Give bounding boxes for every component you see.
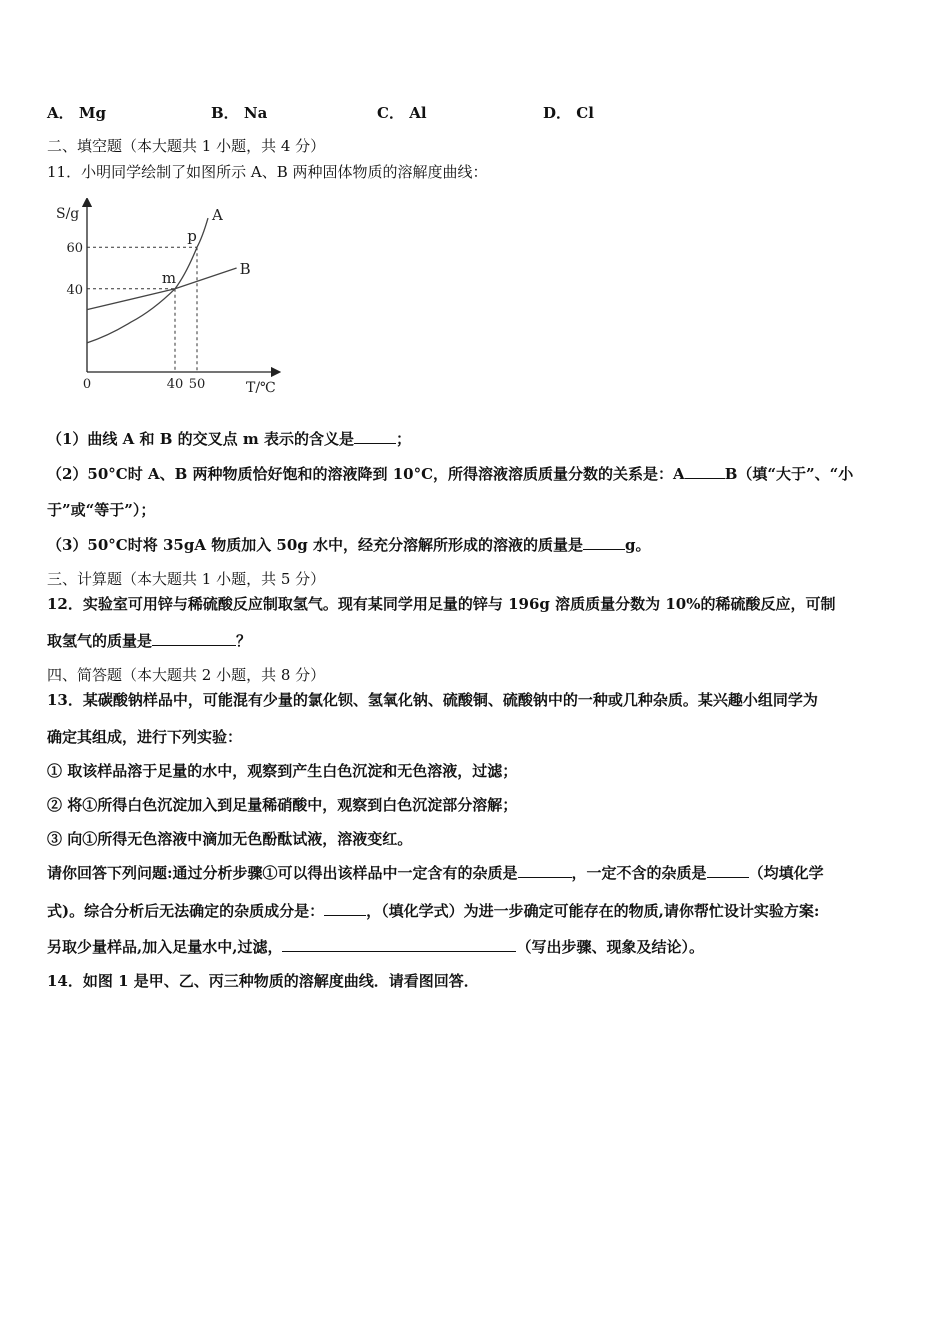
section-3-heading: 三、计算题（本大题共 1 小题，共 5 分） — [47, 570, 326, 588]
option-c: C． Al — [377, 104, 427, 122]
experiment-step-1: ① 取该样品溶于足量的水中，观察到产生白色沉淀和无色溶液，过滤； — [47, 762, 518, 780]
x-tick-label: 0 — [82, 377, 92, 392]
x-tick-label: 40 — [166, 377, 184, 392]
answer-blank[interactable] — [583, 535, 625, 550]
answer-blank[interactable] — [685, 464, 725, 479]
solubility-chart — [50, 198, 290, 398]
experiment-step-3: ③ 向①所得无色溶液中滴加无色酚酞试液，溶液变红。 — [47, 830, 413, 848]
question-12: 12．实验室可用锌与稀硫酸反应制取氢气。现有某同学用足量的锌与 196g 溶质质量分数为 10%的稀硫酸反应，可制 — [47, 595, 836, 613]
answer-blank[interactable] — [152, 631, 236, 646]
answer-blank[interactable] — [518, 863, 572, 878]
question-13-plan: 另取少量样品,加入足量水中,过滤， （写出步骤、现象及结论）。 — [47, 938, 704, 956]
series-a-label: A — [212, 206, 223, 225]
answer-blank[interactable] — [324, 901, 366, 916]
x-axis-label: T/℃ — [246, 380, 276, 396]
answer-blank[interactable] — [354, 429, 396, 444]
option-b: B． Na — [211, 104, 268, 122]
question-13: 13．某碳酸钠样品中，可能混有少量的氯化钡、氢氧化钠、硫酸铜、硫酸钠中的一种或几种杂质。某兴趣小组同学为 — [47, 691, 818, 709]
question-11-part-2-cont: 于”或“等于”）； — [47, 501, 156, 519]
question-12-cont: 取氢气的质量是 ？ — [47, 632, 252, 650]
point-m-label: m — [161, 268, 177, 287]
question-11-part-3: （3）50°C时将 35gA 物质加入 50g 水中，经充分溶解所形成的溶液的质量是 g。 — [47, 536, 651, 554]
section-4-heading: 四、简答题（本大题共 2 小题，共 8 分） — [47, 666, 326, 684]
y-tick-label: 60 — [66, 241, 83, 257]
x-tick-label: 50 — [188, 377, 206, 392]
question-13-prompt: 请你回答下列问题:通过分析步骤①可以得出该样品中一定含有的杂质是 ，一定不含的杂质是 （均填化学 — [47, 864, 824, 882]
y-tick-label: 40 — [66, 282, 83, 298]
answer-blank[interactable] — [707, 863, 749, 878]
question-11-part-1: （1）曲线 A 和 B 的交叉点 m 表示的含义是 ； — [47, 430, 411, 448]
answer-blank[interactable] — [282, 937, 516, 952]
option-d: D． Cl — [543, 104, 594, 122]
series-b-label: B — [239, 260, 251, 278]
y-axis-label: S/g — [56, 206, 80, 222]
question-11-part-2: （2）50°C时 A、B 两种物质恰好饱和的溶液降到 10°C，所得溶液溶质质量分数的关系是：A B（填“大于”、“小 — [47, 465, 854, 483]
point-p-label: p — [187, 227, 197, 246]
experiment-step-2: ② 将①所得白色沉淀加入到足量稀硝酸中，观察到白色沉淀部分溶解； — [47, 796, 518, 814]
section-2-heading: 二、填空题（本大题共 1 小题，共 4 分） — [47, 137, 326, 155]
option-a: A． Mg — [47, 104, 106, 122]
question-11: 11．小明同学绘制了如图所示 A、B 两种固体物质的溶解度曲线： — [47, 163, 488, 181]
question-13-prompt-cont: 式)。综合分析后无法确定的杂质成分是： ，（填化学式）为进一步确定可能存在的物质,请你帮忙设计实验方案: — [47, 902, 820, 920]
question-14: 14．如图 1 是甲、乙、丙三种物质的溶解度曲线．请看图回答． — [47, 972, 479, 990]
question-13-cont: 确定其组成，进行下列实验： — [47, 728, 243, 746]
